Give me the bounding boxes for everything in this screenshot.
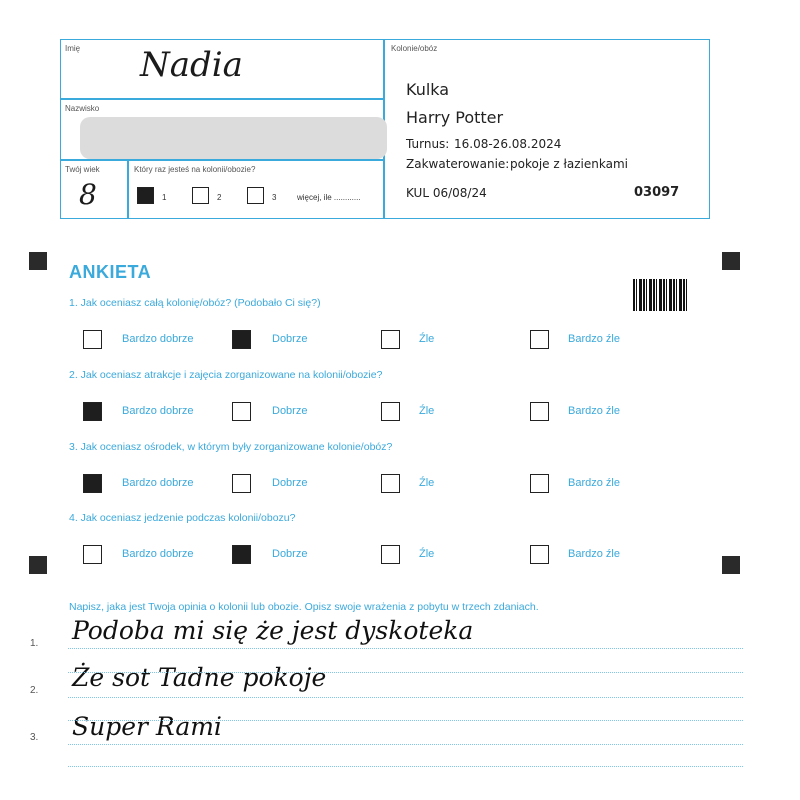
writing-line <box>68 744 743 745</box>
times-option-1: 1 <box>162 193 167 202</box>
question-3: 3. Jak oceniasz ośrodek, w którym były zorganizowane kolonie/obóz? <box>69 441 393 453</box>
age-value[interactable]: 8 <box>79 178 97 211</box>
q3-checkbox-4[interactable] <box>530 474 549 493</box>
q2-option-label: Bardzo źle <box>568 405 620 417</box>
camp-theme: Harry Potter <box>406 108 504 127</box>
accommodation-label: Zakwaterowanie: <box>406 157 510 171</box>
q1-option-label: Bardzo źle <box>568 333 620 345</box>
q4-checkbox-4[interactable] <box>530 545 549 564</box>
opinion-line-2[interactable]: Że sot Tadne pokoje <box>72 663 327 692</box>
line-number: 2. <box>30 685 39 696</box>
first-name-value[interactable]: Nadia <box>140 45 243 85</box>
q1-option-label: Źle <box>419 333 435 345</box>
camp-code: KUL 06/08/24 <box>406 186 487 200</box>
q3-option-label: Bardzo źle <box>568 477 620 489</box>
alignment-marker <box>722 252 740 270</box>
opinion-line-3[interactable]: Super Rami <box>72 712 222 741</box>
alignment-marker <box>29 252 47 270</box>
alignment-marker <box>29 556 47 574</box>
line-number: 3. <box>30 732 39 743</box>
q3-checkbox-3[interactable] <box>381 474 400 493</box>
q3-checkbox-1[interactable] <box>83 474 102 493</box>
alignment-marker <box>722 556 740 574</box>
header-divider <box>60 159 384 161</box>
q2-checkbox-2[interactable] <box>232 402 251 421</box>
q2-option-label: Bardzo dobrze <box>122 405 194 417</box>
form-number: 03097 <box>634 185 680 200</box>
q2-option-label: Źle <box>419 405 435 417</box>
times-checkbox-3[interactable] <box>247 187 264 204</box>
writing-line <box>68 720 743 721</box>
q3-option-label: Bardzo dobrze <box>122 477 194 489</box>
times-option-2: 2 <box>217 193 222 202</box>
survey-title: ANKIETA <box>69 262 152 282</box>
barcode <box>633 279 688 311</box>
q1-checkbox-3[interactable] <box>381 330 400 349</box>
times-option-3: 3 <box>272 193 277 202</box>
header-divider <box>60 98 384 100</box>
q3-checkbox-2[interactable] <box>232 474 251 493</box>
q4-option-label: Bardzo źle <box>568 548 620 560</box>
first-name-label: Imię <box>65 44 81 53</box>
writing-line <box>68 697 743 698</box>
q2-checkbox-3[interactable] <box>381 402 400 421</box>
q4-option-label: Bardzo dobrze <box>122 548 194 560</box>
writing-line <box>68 766 743 767</box>
writing-line <box>68 648 743 649</box>
q4-checkbox-1[interactable] <box>83 545 102 564</box>
q4-checkbox-3[interactable] <box>381 545 400 564</box>
q1-checkbox-4[interactable] <box>530 330 549 349</box>
line-number: 1. <box>30 638 39 649</box>
times-checkbox-1[interactable] <box>137 187 154 204</box>
times-checkbox-2[interactable] <box>192 187 209 204</box>
last-name-label: Nazwisko <box>65 104 100 113</box>
turnus-value: 16.08-26.08.2024 <box>454 137 562 151</box>
writing-line <box>68 672 743 673</box>
camp-name: Kulka <box>406 80 450 99</box>
q3-option-label: Dobrze <box>272 477 308 489</box>
question-4: 4. Jak oceniasz jedzenie podczas kolonii/obozu? <box>69 512 296 524</box>
opinion-line-1[interactable]: Podoba mi się że jest dyskoteka <box>72 616 474 645</box>
turnus-label: Turnus: <box>406 137 450 151</box>
opinion-prompt: Napisz, jaka jest Twoja opinia o kolonii lub obozie. Opisz swoje wrażenia z pobytu w trzech zdaniach. <box>69 601 539 613</box>
accommodation-value: pokoje z łazienkami <box>510 157 628 171</box>
q2-option-label: Dobrze <box>272 405 308 417</box>
q1-option-label: Dobrze <box>272 333 308 345</box>
q1-checkbox-2[interactable] <box>232 330 251 349</box>
camp-label: Kolonie/obóz <box>391 44 438 53</box>
q2-checkbox-1[interactable] <box>83 402 102 421</box>
q4-option-label: Źle <box>419 548 435 560</box>
age-label: Twój wiek <box>65 165 100 174</box>
times-label: Który raz jesteś na kolonii/obozie? <box>134 165 256 174</box>
header-divider <box>127 159 129 219</box>
q3-option-label: Źle <box>419 477 435 489</box>
times-more-label: więcej, ile ............ <box>297 193 361 202</box>
question-1: 1. Jak oceniasz całą kolonię/obóz? (Podobało Ci się?) <box>69 297 321 309</box>
last-name-redaction <box>80 117 387 159</box>
q1-checkbox-1[interactable] <box>83 330 102 349</box>
q1-option-label: Bardzo dobrze <box>122 333 194 345</box>
q4-option-label: Dobrze <box>272 548 308 560</box>
q2-checkbox-4[interactable] <box>530 402 549 421</box>
question-2: 2. Jak oceniasz atrakcje i zajęcia zorganizowane na kolonii/obozie? <box>69 369 383 381</box>
q4-checkbox-2[interactable] <box>232 545 251 564</box>
